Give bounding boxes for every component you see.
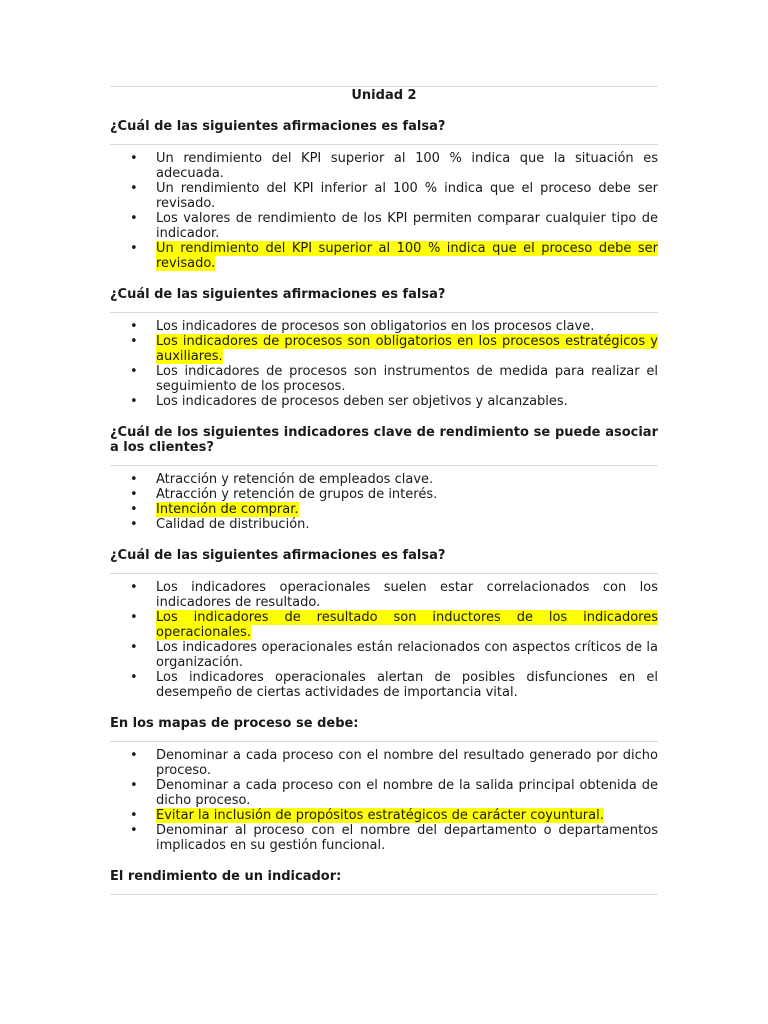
question-rule <box>110 465 658 466</box>
answer-text: Intención de comprar. <box>156 502 299 517</box>
question-text: El rendimiento de un indicador: <box>110 869 342 884</box>
question-block <box>110 548 658 700</box>
bullet-icon: • <box>130 364 138 379</box>
answer-option <box>110 517 658 532</box>
answer-option <box>110 181 658 211</box>
question-block <box>110 287 658 409</box>
answer-options <box>110 748 658 853</box>
question-block <box>110 716 658 853</box>
question-text: ¿Cuál de las siguientes afirmaciones es falsa? <box>110 287 446 302</box>
question-rule <box>110 573 658 574</box>
answer-text: Atracción y retención de grupos de interés. <box>156 487 438 502</box>
bullet-icon: • <box>130 610 138 625</box>
bullet-icon: • <box>130 181 138 196</box>
answer-text: Un rendimiento del KPI inferior al 100 % indica que el proceso debe ser revisado. <box>156 181 658 211</box>
answer-text: Evitar la inclusión de propósitos estratégicos de carácter coyuntural. <box>156 808 604 823</box>
bullet-icon: • <box>130 808 138 823</box>
unit-title: Unidad 2 <box>351 88 417 103</box>
answer-option <box>110 472 658 487</box>
bullet-icon: • <box>130 517 138 532</box>
answer-option-highlighted <box>110 610 658 640</box>
answer-text: Los indicadores de resultado son inductores de los indicadores operacionales. <box>156 610 658 640</box>
bullet-icon: • <box>130 640 138 655</box>
bullet-icon: • <box>130 211 138 226</box>
answer-text: Los indicadores operacionales suelen estar correlacionados con los indicadores de resultado. <box>156 580 658 610</box>
answer-text: Denominar a cada proceso con el nombre de la salida principal obtenida de dicho proceso. <box>156 778 658 808</box>
question-rule <box>110 144 658 145</box>
answer-option <box>110 487 658 502</box>
question-rule <box>110 312 658 313</box>
question-text: ¿Cuál de las siguientes afirmaciones es falsa? <box>110 548 446 563</box>
answer-text: Los indicadores operacionales alertan de posibles disfunciones en el desempeño de ciertas actividades de importancia vital. <box>156 670 658 700</box>
bullet-icon: • <box>130 487 138 502</box>
answer-text: Calidad de distribución. <box>156 517 310 532</box>
bullet-icon: • <box>130 670 138 685</box>
answer-text: Los indicadores de procesos son obligatorios en los procesos estratégicos y auxiliares. <box>156 334 658 364</box>
answer-options <box>110 319 658 409</box>
question-rule <box>110 894 658 895</box>
bullet-icon: • <box>130 319 138 334</box>
answer-option-highlighted <box>110 502 658 517</box>
bullet-icon: • <box>130 151 138 166</box>
answer-option <box>110 151 658 181</box>
question-block <box>110 425 658 532</box>
question-list <box>110 119 658 895</box>
answer-option <box>110 211 658 241</box>
answer-text: Atracción y retención de empleados clave. <box>156 472 434 487</box>
answer-option <box>110 364 658 394</box>
answer-option <box>110 580 658 610</box>
answer-text: Los indicadores de procesos deben ser objetivos y alcanzables. <box>156 394 568 409</box>
question-text: ¿Cuál de los siguientes indicadores clave de rendimiento se puede asociar a los clientes? <box>110 425 658 455</box>
header-rule <box>110 86 658 87</box>
answer-text: Los indicadores de procesos son instrumentos de medida para realizar el seguimiento de los procesos. <box>156 364 658 394</box>
answer-text: Los valores de rendimiento de los KPI permiten comparar cualquier tipo de indicador. <box>156 211 658 241</box>
answer-option <box>110 778 658 808</box>
question-block <box>110 869 658 895</box>
bullet-icon: • <box>130 502 138 517</box>
answer-text: Los indicadores operacionales están relacionados con aspectos críticos de la organización. <box>156 640 658 670</box>
answer-option <box>110 394 658 409</box>
answer-option-highlighted <box>110 241 658 271</box>
bullet-icon: • <box>130 241 138 256</box>
answer-option <box>110 670 658 700</box>
question-block <box>110 119 658 271</box>
answer-option <box>110 823 658 853</box>
answer-option-highlighted <box>110 334 658 364</box>
question-rule <box>110 741 658 742</box>
answer-option-highlighted <box>110 808 658 823</box>
answer-option <box>110 319 658 334</box>
bullet-icon: • <box>130 394 138 409</box>
answer-options <box>110 151 658 271</box>
answer-option <box>110 640 658 670</box>
bullet-icon: • <box>130 580 138 595</box>
bullet-icon: • <box>130 823 138 838</box>
answer-text: Denominar a cada proceso con el nombre del resultado generado por dicho proceso. <box>156 748 658 778</box>
answer-text: Un rendimiento del KPI superior al 100 % indica que la situación es adecuada. <box>156 151 658 181</box>
bullet-icon: • <box>130 778 138 793</box>
answer-options <box>110 580 658 700</box>
bullet-icon: • <box>130 334 138 349</box>
answer-options <box>110 472 658 532</box>
answer-option <box>110 748 658 778</box>
answer-text: Denominar al proceso con el nombre del departamento o departamentos implicados en su gestión funcional. <box>156 823 658 853</box>
document-content <box>110 86 658 895</box>
answer-text: Un rendimiento del KPI superior al 100 % indica que el proceso debe ser revisado. <box>156 241 658 271</box>
question-text: En los mapas de proceso se debe: <box>110 716 359 731</box>
answer-text: Los indicadores de procesos son obligatorios en los procesos clave. <box>156 319 595 334</box>
bullet-icon: • <box>130 472 138 487</box>
question-text: ¿Cuál de las siguientes afirmaciones es falsa? <box>110 119 446 134</box>
bullet-icon: • <box>130 748 138 763</box>
